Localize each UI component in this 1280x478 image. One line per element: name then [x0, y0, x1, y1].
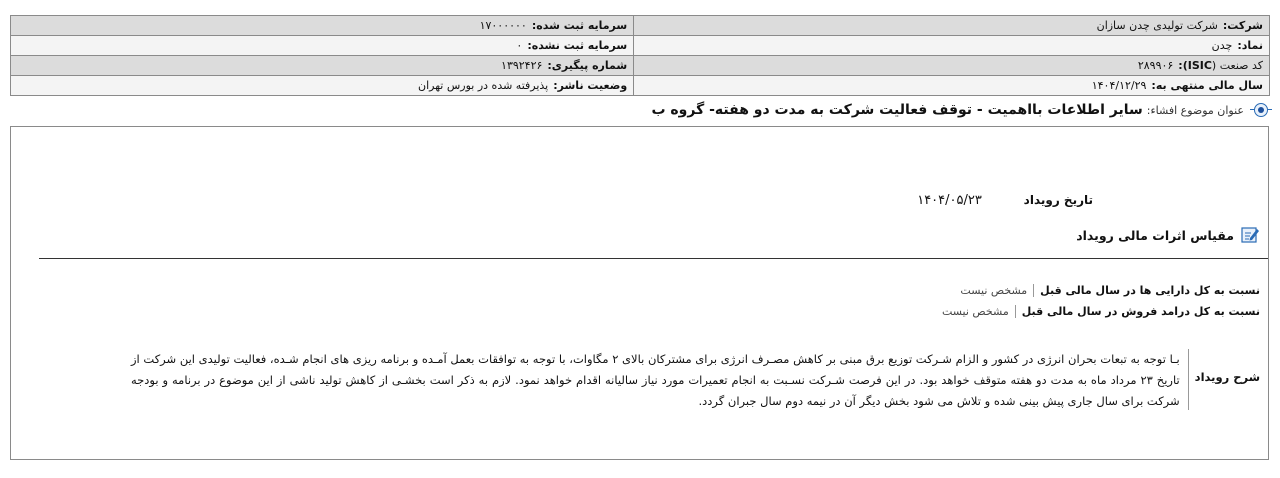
publisher-status-label: وضعیت ناشر: — [553, 79, 628, 92]
tracking-value: ۱۳۹۲۴۲۶ — [501, 59, 543, 72]
event-panel — [10, 126, 1269, 460]
company-value: شرکت تولیدی چدن سازان — [1096, 19, 1218, 32]
isic-label-prefix: کد صنعت ( — [1211, 59, 1263, 72]
fiscal-year-label: سال مالی منتهی به: — [1151, 79, 1263, 92]
symbol-cell — [634, 36, 1270, 56]
disclosure-subject — [10, 98, 1272, 122]
subject-title: سایر اطلاعات بااهمیت - توقف فعالیت شرکت به مدت دو هفته- گروه ب — [651, 102, 1143, 118]
edit-note-icon — [1240, 225, 1260, 245]
company-label: شرکت: — [1222, 19, 1263, 32]
event-date — [917, 193, 1093, 208]
ratio-label: نسبت به کل درامد فروش در سال مالی قبل — [1015, 305, 1260, 318]
publisher-status-value: پذیرفته شده در بورس تهران — [418, 79, 549, 92]
company-cell — [634, 16, 1270, 36]
event-date-value: ۱۴۰۴/۰۵/۲۳ — [917, 193, 982, 208]
event-date-label: تاریخ رویداد — [1023, 193, 1093, 207]
ratio-value: مشخص نیست — [960, 284, 1028, 297]
description-label: شرح رویداد — [1188, 349, 1260, 410]
tracking-cell — [11, 56, 634, 76]
registered-capital-cell — [11, 16, 634, 36]
symbol-label: نماد: — [1237, 39, 1263, 52]
unregistered-capital-label: سرمایه ثبت نشده: — [527, 39, 628, 52]
ratio-value: مشخص نیست — [941, 305, 1009, 318]
company-info-table — [10, 15, 1270, 96]
isic-cell — [634, 56, 1270, 76]
isic-label-suffix: ): — [1178, 59, 1188, 72]
unregistered-capital-value: ۰ — [516, 39, 523, 52]
isic-label — [1178, 59, 1263, 72]
description-text: بـا توجه به تبعات بحران انرژی در کشور و الزام شـرکت توزیع برق مبنی بر کاهش مصـرف انرژی برای مشترکان بالای ۲ مگاوات، با توجه به توافقات بعمل آمـده و برنامه ریزی های انجام شـده، فعالیت تولیدی این شرکت از تاریخ ۲۳ مرداد ماه به مدت دو هفته متوقف خواهد بود. در این فرصت شـرکت نسـبت به انجام تعمیرات مورد نیاز سالیانه اقدام خواهد نمود. لازم به ذکر است بخشـی از کاهش تولید ناشی از این موضوع در برنامه و بودجه شرکت برای سال جاری پیش بینی شده و تلاش می شود بخش دیگر آن در نیمه دوم سال جبران گردد. — [131, 352, 1180, 408]
registered-capital-label: سرمایه ثبت شده: — [531, 19, 628, 32]
event-description — [131, 349, 1260, 412]
tracking-label: شماره پیگیری: — [547, 59, 628, 72]
info-row — [11, 76, 1270, 96]
symbol-value: چدن — [1211, 39, 1233, 52]
isic-value: ۲۸۹۹۰۶ — [1137, 59, 1174, 72]
info-row — [11, 16, 1270, 36]
fiscal-year-cell — [634, 76, 1270, 96]
info-row — [11, 36, 1270, 56]
ratio-row-assets — [960, 284, 1260, 297]
unregistered-capital-cell — [11, 36, 634, 56]
fiscal-year-value: ۱۴۰۴/۱۲/۲۹ — [1091, 79, 1147, 92]
target-bullet-icon — [1250, 99, 1272, 121]
isic-label-bold: ISIC — [1187, 59, 1212, 72]
financial-impact-heading — [1076, 225, 1260, 245]
ratio-row-sales — [942, 305, 1260, 318]
info-row — [11, 56, 1270, 76]
publisher-status-cell — [11, 76, 634, 96]
financial-impact-title: مقیاس اثرات مالی رویداد — [1076, 227, 1234, 243]
section-divider — [39, 258, 1268, 259]
registered-capital-value: ۱۷۰۰۰۰۰۰ — [479, 19, 527, 32]
ratio-label: نسبت به کل دارایی ها در سال مالی قبل — [1033, 284, 1260, 297]
subject-prefix: عنوان موضوع افشاء: — [1146, 103, 1244, 117]
